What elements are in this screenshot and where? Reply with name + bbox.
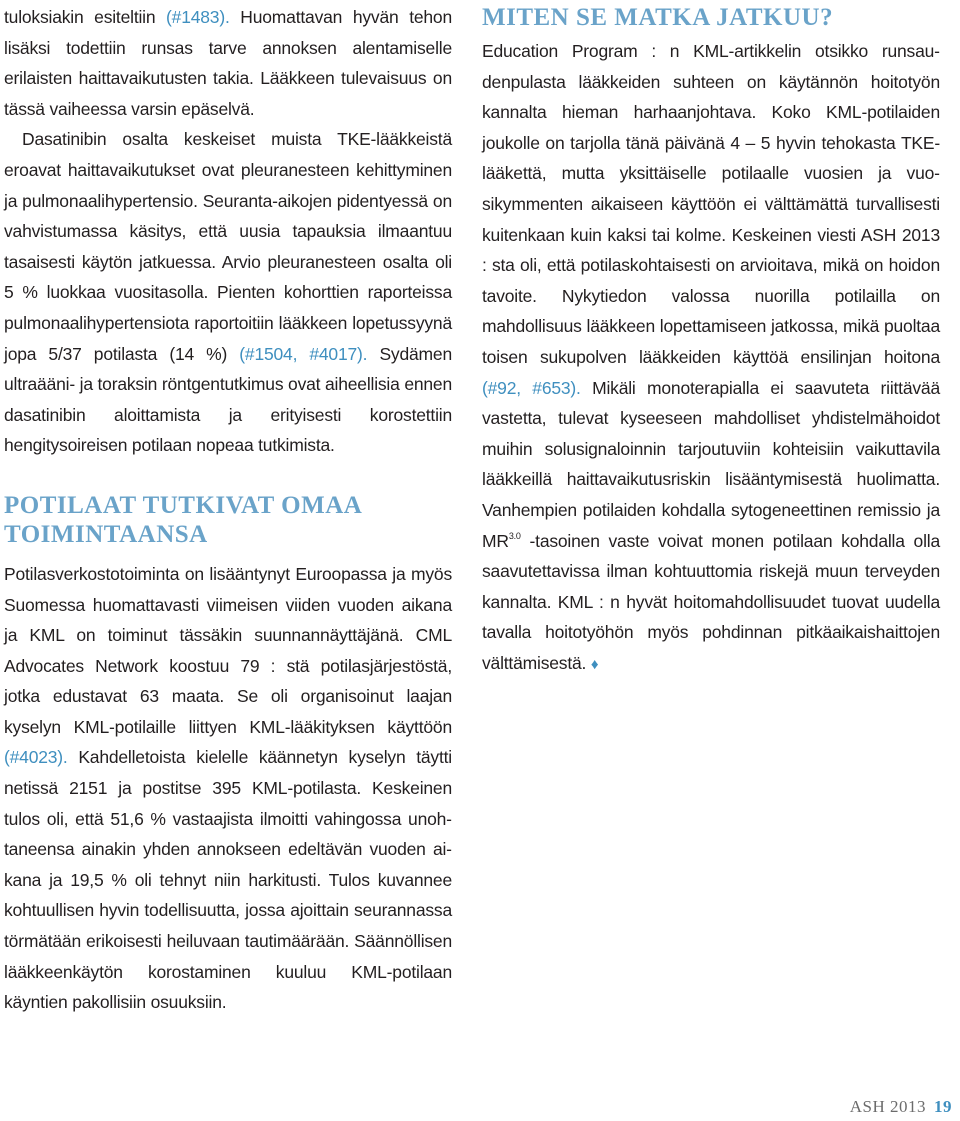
text-run: Huomattavan hyvän tehon lisäksi todettiin runsas tarve annoksen alentamiselle erilaisten haittavaikutusten takia. Lääkkeen tulevaisuus on tässä vaiheessa varsin epäselvä.: [4, 7, 452, 119]
paragraph: [4, 124, 452, 461]
journal-name: ASH 2013: [849, 1097, 926, 1116]
reference-link[interactable]: (#4023).: [4, 747, 68, 768]
text-run: tuloksiakin esiteltiin: [4, 7, 167, 27]
reference-link[interactable]: (#92, #653).: [482, 377, 581, 398]
page-number: 19: [934, 1097, 952, 1116]
right-column: [482, 2, 940, 680]
text-run: Potilasverkostotoiminta on lisääntynyt Euroopassa ja myös Suomessa huomattavasti viimeisen viiden vuoden aikana ja KML on toiminut tässäkin suunnannäyttäjänä. CML Advocates Network koostuu 79 : stä potilasjärjestöstä, jotka edustavat 63 maata. Se oli organisoinut laajan kyselyn KML-potilaille liittyen KML-lääkityksen käyttöön: [4, 563, 452, 737]
left-column: [4, 2, 452, 1018]
text-run: Kahdelletoista kielelle käännetyn kyselyn täytti netissä 2151 ja postitse 395 KML-potilasta. Keskeinen tulos oli, että 51,6 % vastaajista ilmoitti vahingossa unohtaneensa ainakin yhden annokseen edeltävän vuoden aikana ja 19,5 % oli tehnyt niin harkitusti. Tulos kuvannee kohtuullisen hyvin todellisuutta, jossa ajoittain seurannassa törmätään erikoisesti heiluvaan tautimäärään. Säännöllisen lääkkeenkäytön korostaminen kuuluu KML-potilaan käyntien pakollisiin osuuksiin.: [4, 747, 452, 1013]
reference-link[interactable]: (#1504, #4017).: [239, 343, 368, 364]
paragraph: [4, 2, 452, 124]
superscript: 3.0: [508, 530, 521, 541]
reference-link[interactable]: (#1483).: [166, 7, 230, 27]
section-heading: MITEN SE MATKA JATKUU?: [482, 4, 834, 31]
text-run: Sydämen ultraääni- ja toraksin röntgentutkimus ovat aiheellisia ennen dasatinibin aloittamista ja erityisesti korostettiin hengitysoireisen potilaan nopeaa tutkimista.: [4, 343, 452, 456]
text-run: -tasoinen vaste voivat monen potilaan kohdalla olla saavutettavissa ilman kohtuuttomia riskejä muun terveyden kannalta. KML : n hyvät hoitomahdollisuudet tuovat uudella tavalla hoitotyöhön myös pohdinnan pitkäaikaishaittojen välttämisestä.: [482, 530, 940, 673]
end-of-article-icon: ♦: [590, 655, 599, 673]
page-footer: [850, 1097, 952, 1117]
paragraph: [4, 559, 452, 1018]
text-run: Dasatinibin osalta keskeiset muista TKE-lääkkeistä eroavat haittavaikutukset ovat pleuranesteen kehittyminen ja pulmonaalihypertensio. Seuranta-aikojen pidentyessä on vahvistumassa käsitys, että uusia tapauksia ilmaantuu tasaisesti käytön jatkuessa. Arvio pleuranesteen osalta oli 5 % luokkaa vuositasolla. Pienten kohorttien raporteissa pulmonaalihypertensiota raportoitiin lääkkeen lopetussyynä jopa 5/37 potilasta (14 %): [4, 129, 452, 364]
paragraph: [482, 36, 940, 680]
section-heading: POTILAAT TUTKIVAT OMAA TOIMINTAANSA: [4, 491, 361, 548]
text-run: Education Program : n KML-artikkelin otsikko runsaudenpulasta lääkkeiden suhteen on käytännön hoitotyön kannalta hieman harhaanjohtava. Koko KML-potilaiden joukolle on tarjolla tänä päivänä 4 – 5 hyvin tehokasta TKE-lääkettä, mutta yksittäiselle potilaalle vuosien ja vuosikymmenten aikaiseen käyttöön ei välttämättä turvallisesti kuitenkaan kuin kaksi tai kolme. Keskeinen viesti ASH 2013 : sta oli, että potilaskohtaisesti on arvioitava, mikä on hoidon tavoite. Nykytiedon valossa nuorilla potilailla on mahdollisuus lääkkeen lopettamiseen jatkossa, mikä puoltaa toisen sukupolven lääkkeiden käyttöä ensilinjan hoitona: [482, 41, 940, 367]
text-run: Mikäli monoterapialla ei saavuteta riittävää vastetta, tulevat kyseeseen mahdolliset yhdistelmähoidot muihin solusignaloinnin tarjoutuviin kohteisiin vaikuttavila lääkkeillä haittavaikutusriskin lisääntymisestä huolimatta. Vanhempien potilaiden kohdalla sytogeneettinen remissio ja MR: [482, 377, 940, 551]
